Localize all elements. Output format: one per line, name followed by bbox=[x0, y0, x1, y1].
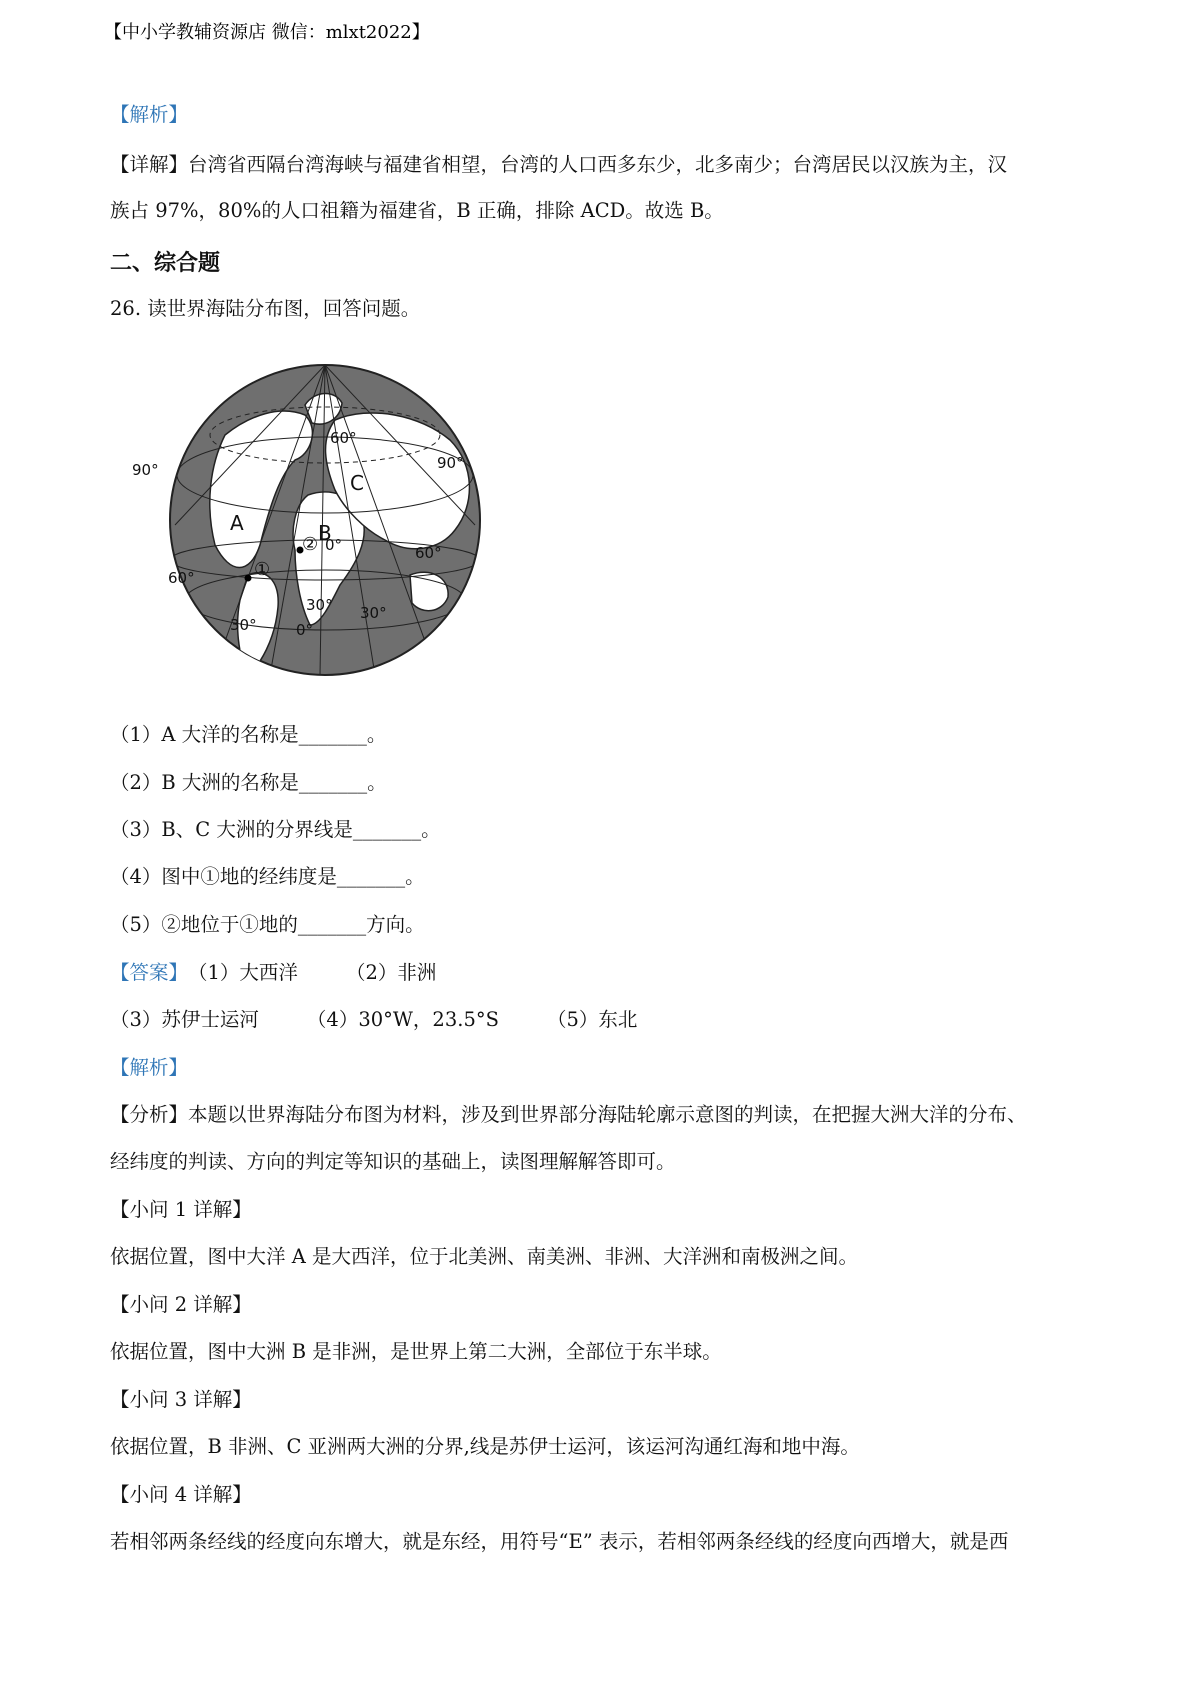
q26-analysis-line-2: 经纬度的判读、方向的判定等知识的基础上，读图理解解答即可。 bbox=[110, 1150, 676, 1173]
map-label-point-2: ② bbox=[302, 534, 319, 555]
point-1-marker bbox=[245, 575, 252, 582]
q26-question-4: （4）图中①地的经纬度是_______。 bbox=[110, 865, 425, 888]
map-label-lon-90-right: 90° bbox=[437, 454, 464, 472]
q26-question-3: （3）B、C 大洲的分界线是_______。 bbox=[110, 818, 441, 841]
answer-5: （5）东北 bbox=[546, 1008, 638, 1031]
map-label-lat-60-right: 60° bbox=[415, 544, 442, 562]
sub2-title: 【小问 2 详解】 bbox=[110, 1293, 252, 1316]
map-label-continent-B: B bbox=[318, 521, 332, 545]
watermark: 【中小学教辅资源店 微信：mlxt2022】 bbox=[104, 22, 430, 43]
map-label-lon-30-left: 30° bbox=[230, 616, 257, 634]
q25-detail-line-2: 族占 97%，80%的人口祖籍为福建省，B 正确，排除 ACD。故选 B。 bbox=[110, 199, 724, 222]
answer-row-1 bbox=[110, 958, 436, 988]
q26-question-1: （1）A 大洋的名称是_______。 bbox=[110, 723, 387, 746]
section-title: 二、综合题 bbox=[110, 251, 221, 276]
map-label-lon-0: 0° bbox=[296, 621, 314, 639]
answer-1: （1）大西洋 bbox=[188, 961, 298, 984]
map-label-lat-60-left: 60° bbox=[168, 569, 195, 587]
world-land-sea-globe-map bbox=[130, 345, 510, 690]
map-label-point-1: ① bbox=[254, 559, 271, 580]
map-label-lon-30-right: 30° bbox=[360, 604, 387, 622]
q26-question-2: （2）B 大洲的名称是_______。 bbox=[110, 771, 387, 794]
sub1-text: 依据位置，图中大洋 A 是大西洋，位于北美洲、南美洲、非洲、大洋洲和南极洲之间。 bbox=[110, 1245, 858, 1268]
map-label-lat-0: 0° bbox=[325, 536, 343, 554]
map-label-ocean-A: A bbox=[230, 511, 244, 535]
sub4-text: 若相邻两条经线的经度向东增大，就是东经，用符号“E” 表示，若相邻两条经线的经度向西增大，就是西 bbox=[110, 1530, 1009, 1553]
q26-analysis-heading: 【解析】 bbox=[110, 1056, 189, 1079]
answer-4: （4）30°W，23.5°S bbox=[306, 1008, 499, 1031]
q25-detail-line-1: 【详解】台湾省西隔台湾海峡与福建省相望，台湾的人口西多东少，北多南少；台湾居民以汉族为主，汉 bbox=[110, 153, 1008, 176]
map-label-lat-60-inner: 60° bbox=[330, 429, 357, 447]
answer-2: （2）非洲 bbox=[345, 961, 437, 984]
sub2-text: 依据位置，图中大洲 B 是非洲，是世界上第二大洲，全部位于东半球。 bbox=[110, 1340, 722, 1363]
q26-stem: 26. 读世界海陆分布图，回答问题。 bbox=[110, 297, 421, 320]
answer-3: （3）苏伊士运河 bbox=[110, 1008, 259, 1031]
q26-question-5: （5）②地位于①地的_______方向。 bbox=[110, 913, 425, 936]
sub1-title: 【小问 1 详解】 bbox=[110, 1198, 252, 1221]
q26-analysis-line-1: 【分析】本题以世界海陆分布图为材料，涉及到世界部分海陆轮廓示意图的判读，在把握大洲大洋的分布、 bbox=[110, 1103, 1027, 1126]
sub4-title: 【小问 4 详解】 bbox=[110, 1483, 252, 1506]
sub3-text: 依据位置，B 非洲、C 亚洲两大洲的分界,线是苏伊士运河，该运河沟通红海和地中海。 bbox=[110, 1435, 860, 1458]
map-label-lon-90-left: 90° bbox=[132, 461, 159, 479]
sub3-title: 【小问 3 详解】 bbox=[110, 1388, 252, 1411]
q25-analysis-heading: 【解析】 bbox=[110, 103, 189, 126]
map-label-lon-30-mid: 30° bbox=[306, 596, 333, 614]
answer-row-2 bbox=[110, 1005, 637, 1035]
map-label-continent-C: C bbox=[350, 471, 364, 495]
answer-label: 【答案】 bbox=[110, 961, 189, 984]
